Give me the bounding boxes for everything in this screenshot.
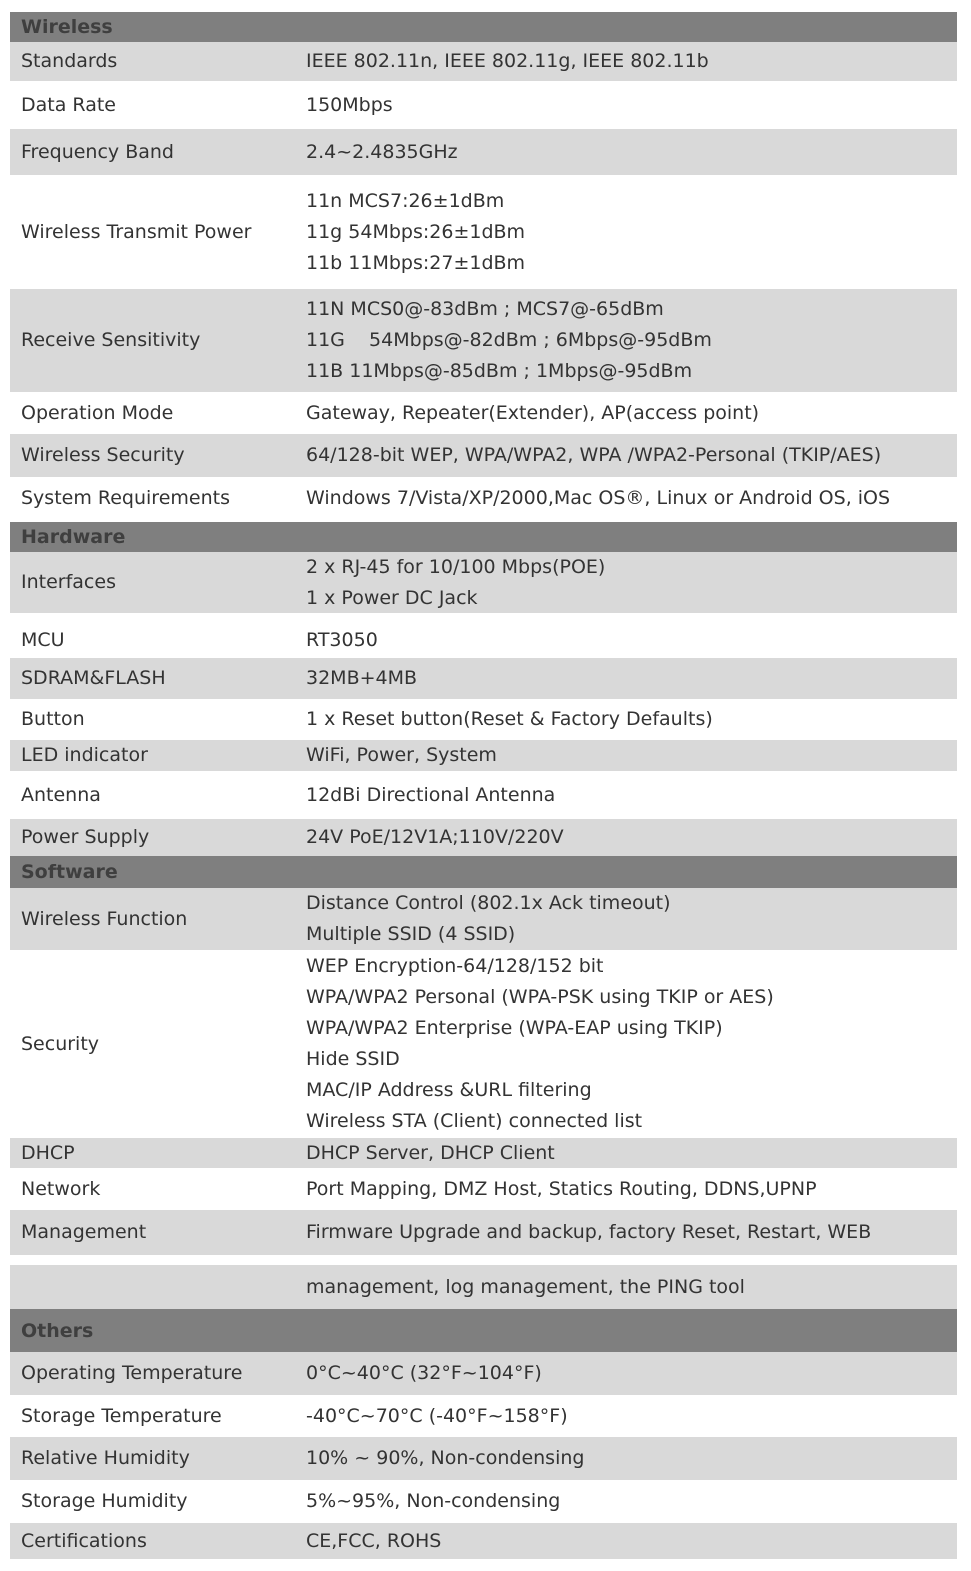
spec-value <box>306 888 957 950</box>
spec-row <box>10 1168 957 1210</box>
spec-value-line: 11g 54Mbps:26±1dBm <box>306 220 526 243</box>
spec-value <box>306 552 957 614</box>
spec-label: LED indicator <box>21 744 148 766</box>
spec-row <box>10 42 957 81</box>
spec-row <box>10 622 957 658</box>
spec-row <box>10 888 957 950</box>
spec-value <box>306 1443 957 1474</box>
spec-value-line: 150Mbps <box>306 93 393 116</box>
spec-value-line: 12dBi Directional Antenna <box>306 783 556 806</box>
spec-value-line: Multiple SSID (4 SSID) <box>306 923 516 945</box>
spec-value-line: Distance Control (802.1x Ack timeout) <box>306 892 671 914</box>
spec-value-line: 1 x Power DC Jack <box>306 586 478 609</box>
spec-label: Operation Mode <box>21 401 174 424</box>
spec-label: DHCP <box>21 1141 75 1164</box>
spec-row <box>10 175 957 289</box>
spec-value-line: 2.4~2.4835GHz <box>306 140 458 163</box>
spec-row <box>10 771 957 819</box>
spec-row <box>10 289 957 392</box>
spec-label: Storage Temperature <box>21 1404 222 1427</box>
section-header-software: Software <box>10 856 957 888</box>
spec-label: Security <box>21 1032 100 1055</box>
spec-value-line: MAC/IP Address &URL filtering <box>306 1079 592 1101</box>
spec-value <box>306 1486 957 1517</box>
spec-row <box>10 1265 957 1309</box>
spec-label: Interfaces <box>21 571 116 593</box>
spec-value-line: IEEE 802.11n, IEEE 802.11g, IEEE 802.11b <box>306 50 709 72</box>
spec-row <box>10 1523 957 1559</box>
spec-row <box>10 1437 957 1480</box>
spec-row <box>10 1395 957 1437</box>
spec-label: Relative Humidity <box>21 1447 190 1469</box>
spec-value <box>306 1358 957 1389</box>
spec-value-line: management, log management, the PING tool <box>306 1275 745 1298</box>
spec-label: Data Rate <box>21 93 116 116</box>
spec-value <box>306 137 957 168</box>
spec-value-line: Gateway, Repeater(Extender), AP(access point) <box>306 401 760 424</box>
spec-value-line: 11B 11Mbps@-85dBm ; 1Mbps@-95dBm <box>306 360 693 382</box>
spec-row <box>10 81 957 129</box>
spec-value <box>306 1272 957 1303</box>
spec-value <box>306 294 957 387</box>
spec-label: Wireless Transmit Power <box>21 220 252 243</box>
spec-value-line: Wireless STA (Client) connected list <box>306 1110 643 1132</box>
section-header-hardware: Hardware <box>10 522 957 552</box>
spec-value-line: 32MB+4MB <box>306 667 418 689</box>
spec-value <box>306 663 957 694</box>
spec-label: SDRAM&FLASH <box>21 667 166 689</box>
spec-row <box>10 950 957 1138</box>
spec-value-line: Firmware Upgrade and backup, factory Reset, Restart, WEB <box>306 1221 872 1243</box>
spec-row <box>10 392 957 434</box>
spec-value <box>306 1174 957 1205</box>
spec-value-line: WPA/WPA2 Personal (WPA-PSK using TKIP or AES) <box>306 986 774 1008</box>
spec-label: Antenna <box>21 783 101 806</box>
spec-label: Button <box>21 708 85 730</box>
spec-value-line: Windows 7/Vista/XP/2000,Mac OS®, Linux or Android OS, iOS <box>306 487 891 509</box>
spec-value <box>306 1401 957 1432</box>
spec-label: Certifications <box>21 1529 147 1552</box>
spec-label: Power Supply <box>21 826 150 848</box>
spec-label: Network <box>21 1177 101 1200</box>
spec-value-line: CE,FCC, ROHS <box>306 1529 442 1552</box>
spec-value-line: 11G 54Mbps@-82dBm ; 6Mbps@-95dBm <box>306 329 712 351</box>
spec-row <box>10 699 957 740</box>
spec-label: Frequency Band <box>21 140 174 163</box>
spec-label: System Requirements <box>21 487 230 509</box>
spec-value <box>306 90 957 121</box>
spec-row <box>10 1480 957 1523</box>
row-divider <box>10 1255 957 1265</box>
spec-row <box>10 740 957 771</box>
spec-row <box>10 658 957 699</box>
spec-value-line: -40°C~70°C (-40°F~158°F) <box>306 1404 568 1427</box>
spec-label: Management <box>21 1221 147 1243</box>
spec-value <box>306 186 957 279</box>
spec-label: Storage Humidity <box>21 1490 188 1512</box>
spec-value-line: WiFi, Power, System <box>306 744 497 766</box>
spec-value <box>306 46 957 77</box>
spec-value-line: 1 x Reset button(Reset & Factory Defaults) <box>306 708 713 730</box>
spec-row <box>10 1210 957 1255</box>
spec-value-line: 64/128-bit WEP, WPA/WPA2, WPA /WPA2-Personal (TKIP/AES) <box>306 444 882 466</box>
spec-row <box>10 1138 957 1168</box>
spec-value-line: 10% ~ 90%, Non-condensing <box>306 1447 585 1469</box>
spec-value-line: 24V PoE/12V1A;110V/220V <box>306 826 564 848</box>
spec-value <box>306 1217 957 1248</box>
spec-label: Wireless Security <box>21 444 185 466</box>
spec-value <box>306 780 957 811</box>
spec-value <box>306 822 957 853</box>
spec-value <box>306 398 957 429</box>
spec-row <box>10 477 957 520</box>
spec-value-line: 11N MCS0@-83dBm ; MCS7@-65dBm <box>306 298 664 320</box>
spec-label: Operating Temperature <box>21 1362 243 1384</box>
spec-value-line: 0°C~40°C (32°F~104°F) <box>306 1362 542 1384</box>
spec-row <box>10 819 957 856</box>
spec-value <box>306 483 957 514</box>
spec-value <box>306 704 957 735</box>
spec-row <box>10 552 957 613</box>
spec-value-line: RT3050 <box>306 628 378 651</box>
spec-row <box>10 129 957 175</box>
spec-label: Receive Sensitivity <box>21 329 201 351</box>
section-header-others: Others <box>10 1309 957 1352</box>
spec-value <box>306 1138 957 1169</box>
spec-value-line: DHCP Server, DHCP Client <box>306 1141 555 1164</box>
spec-value-line: Port Mapping, DMZ Host, Statics Routing, DDNS,UPNP <box>306 1177 817 1200</box>
spec-value <box>306 951 957 1137</box>
spec-row <box>10 1352 957 1395</box>
spec-value-line: 2 x RJ-45 for 10/100 Mbps(POE) <box>306 555 606 578</box>
spec-value <box>306 740 957 771</box>
spec-value-line: 11n MCS7:26±1dBm <box>306 189 505 212</box>
spec-label: Standards <box>21 50 118 72</box>
spec-value-line: 5%~95%, Non-condensing <box>306 1490 561 1512</box>
spec-value-line: Hide SSID <box>306 1048 400 1070</box>
spec-value <box>306 1526 957 1557</box>
spec-label: Wireless Function <box>21 907 188 930</box>
spec-row <box>10 434 957 477</box>
spec-value <box>306 625 957 656</box>
spec-value-line: WPA/WPA2 Enterprise (WPA-EAP using TKIP) <box>306 1017 723 1039</box>
spec-label: MCU <box>21 628 65 651</box>
spec-value <box>306 440 957 471</box>
spec-value-line: 11b 11Mbps:27±1dBm <box>306 251 526 274</box>
section-header-wireless: Wireless <box>10 12 957 42</box>
spec-value-line: WEP Encryption-64/128/152 bit <box>306 955 604 977</box>
